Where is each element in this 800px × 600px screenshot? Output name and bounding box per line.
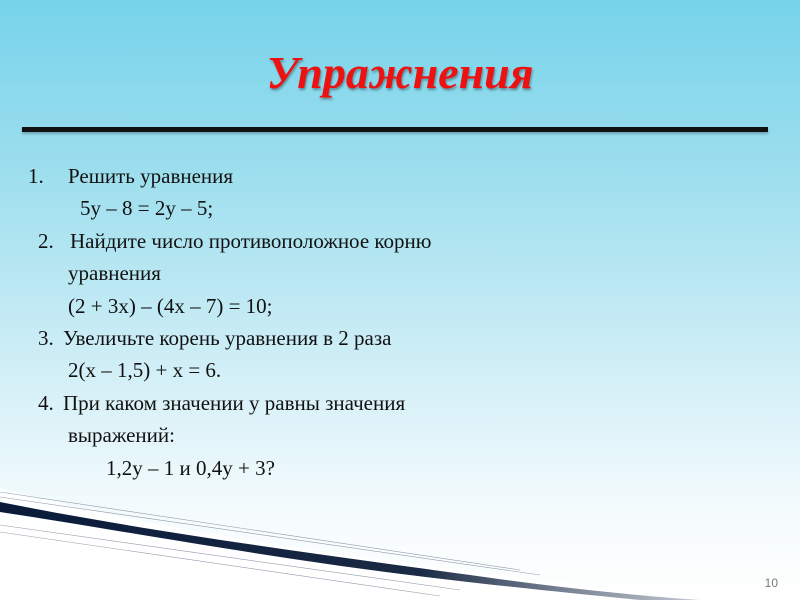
exercise-3-number: 3. — [38, 325, 54, 350]
exercise-3-equation: 2(x – 1,5) + x = 6. — [68, 358, 222, 383]
exercise-2-number: 2. — [38, 228, 54, 253]
exercise-3-text: Увеличьте корень уравнения в 2 раза — [63, 325, 392, 350]
slide-title: Упражнения — [266, 47, 534, 98]
exercise-1-number: 1. — [28, 164, 44, 188]
exercise-2-text: Найдите число противоположное корню — [70, 228, 432, 253]
exercise-1-equation: 5у – 8 = 2у – 5; — [80, 196, 214, 221]
exercise-4-text: При каком значении у равны значения — [63, 390, 406, 415]
exercise-2-text-cont: уравнения — [68, 261, 161, 286]
exercise-2-equation: (2 + 3x) – (4x – 7) = 10; — [68, 293, 273, 318]
exercise-1-text: Решить уравнения — [68, 164, 234, 188]
exercise-4-equation: 1,2у – 1 и 0,4у + 3? — [106, 455, 275, 480]
page-number: 10 — [764, 576, 778, 590]
exercise-4-text-cont: выражений: — [68, 423, 175, 448]
exercise-4-number: 4. — [38, 390, 54, 415]
